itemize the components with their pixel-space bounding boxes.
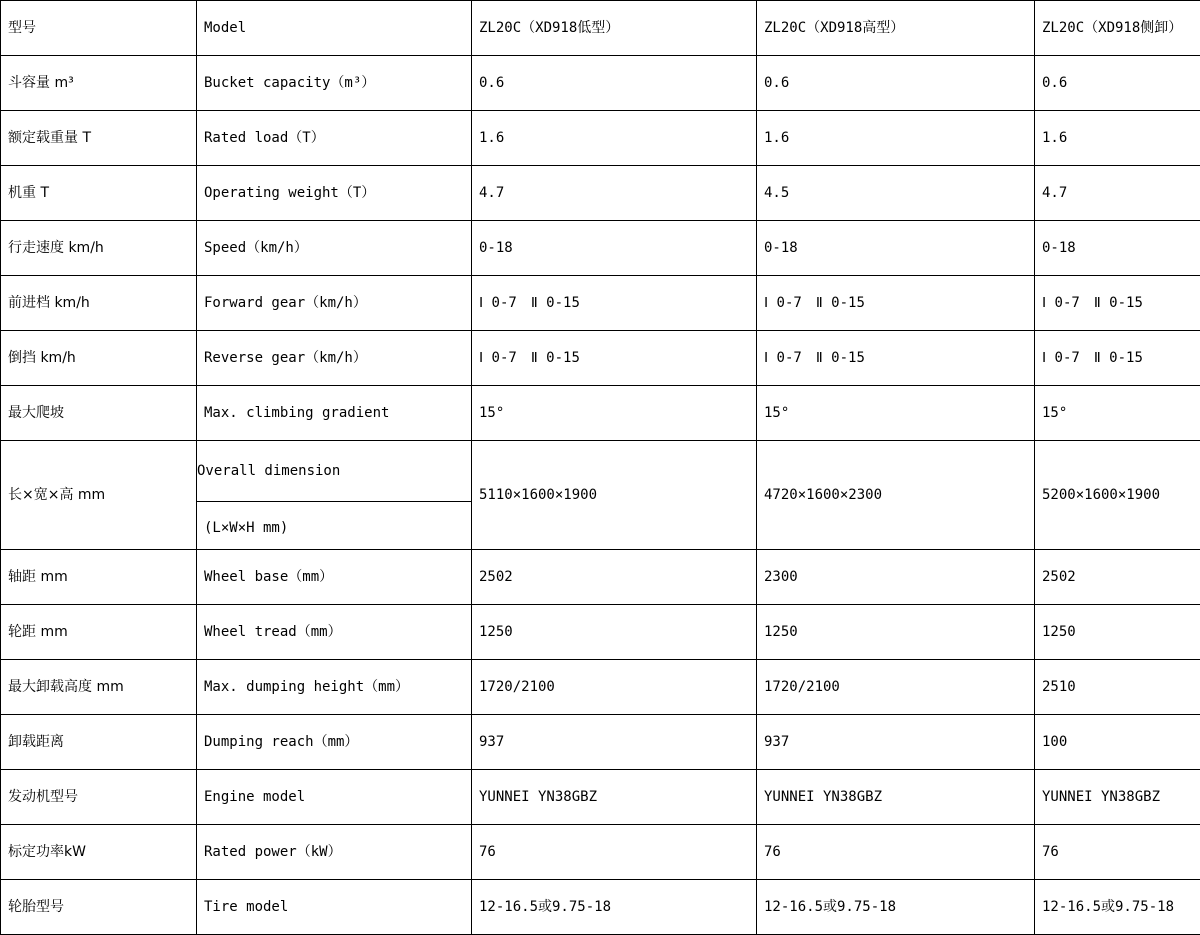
value-model-3: 1.6 <box>1035 111 1200 166</box>
value-model-2: 0-18 <box>757 221 1035 276</box>
overall-dimension-line-1: Overall dimension <box>197 447 472 502</box>
value-model-1: 5110×1600×1900 <box>472 441 757 550</box>
parameter-name-cn: 行走速度 km/h <box>1 221 197 276</box>
parameter-name-cn: 额定载重量 T <box>1 111 197 166</box>
value-model-1: 1250 <box>472 605 757 660</box>
value-model-2: ZL20C（XD918高型） <box>757 1 1035 56</box>
value-model-2: 12-16.5或9.75-18 <box>757 880 1035 935</box>
value-model-3: YUNNEI YN38GBZ <box>1035 770 1200 825</box>
value-model-1: 76 <box>472 825 757 880</box>
parameter-name-cn: 卸载距离 <box>1 715 197 770</box>
value-model-3: Ⅰ 0-7 Ⅱ 0-15 <box>1035 276 1200 331</box>
parameter-name-en: Max. climbing gradient <box>197 386 472 441</box>
value-model-3: 1250 <box>1035 605 1200 660</box>
overall-dimension-line-2: (L×W×H mm) <box>197 502 471 538</box>
parameter-name-en: Rated load（T） <box>197 111 472 166</box>
value-model-3: 0-18 <box>1035 221 1200 276</box>
table-row <box>1 276 1200 331</box>
parameter-name-cn: 标定功率kW <box>1 825 197 880</box>
value-model-3: 2502 <box>1035 550 1200 605</box>
value-model-2: Ⅰ 0-7 Ⅱ 0-15 <box>757 276 1035 331</box>
parameter-name-en: Rated power（kW） <box>197 825 472 880</box>
table-row <box>1 166 1200 221</box>
parameter-name-en: Dumping reach（mm） <box>197 715 472 770</box>
parameter-name-en: Tire model <box>197 880 472 935</box>
value-model-1: 12-16.5或9.75-18 <box>472 880 757 935</box>
parameter-name-cn: 前进档 km/h <box>1 276 197 331</box>
parameter-name-cn: 轮距 mm <box>1 605 197 660</box>
value-model-1: 1720/2100 <box>472 660 757 715</box>
value-model-3: 2510 <box>1035 660 1200 715</box>
value-model-3: 0.6 <box>1035 56 1200 111</box>
value-model-3: 4.7 <box>1035 166 1200 221</box>
table-row <box>1 1 1200 56</box>
parameter-name-en: Max. dumping height（mm） <box>197 660 472 715</box>
value-model-1: 1.6 <box>472 111 757 166</box>
value-model-1: 4.7 <box>472 166 757 221</box>
parameter-name-en <box>197 441 472 550</box>
value-model-2: 15° <box>757 386 1035 441</box>
value-model-2: 4720×1600×2300 <box>757 441 1035 550</box>
parameter-name-cn: 斗容量 m³ <box>1 56 197 111</box>
value-model-1: Ⅰ 0-7 Ⅱ 0-15 <box>472 276 757 331</box>
parameter-name-cn: 最大爬坡 <box>1 386 197 441</box>
parameter-name-en: Bucket capacity（m³） <box>197 56 472 111</box>
parameter-name-cn: 型号 <box>1 1 197 56</box>
value-model-2: 1250 <box>757 605 1035 660</box>
value-model-2: 0.6 <box>757 56 1035 111</box>
value-model-3: 15° <box>1035 386 1200 441</box>
table-row <box>1 111 1200 166</box>
value-model-3: 100 <box>1035 715 1200 770</box>
parameter-name-en: Speed（km/h） <box>197 221 472 276</box>
value-model-2: 1720/2100 <box>757 660 1035 715</box>
parameter-name-cn: 轴距 mm <box>1 550 197 605</box>
table-row <box>1 825 1200 880</box>
table-row <box>1 605 1200 660</box>
value-model-3: 76 <box>1035 825 1200 880</box>
table-row <box>1 715 1200 770</box>
parameter-name-en: Wheel tread（mm） <box>197 605 472 660</box>
value-model-1: 15° <box>472 386 757 441</box>
parameter-name-en: Model <box>197 1 472 56</box>
parameter-name-en: Wheel base（mm） <box>197 550 472 605</box>
table-row <box>1 331 1200 386</box>
parameter-name-en: Reverse gear（km/h） <box>197 331 472 386</box>
value-model-1: 2502 <box>472 550 757 605</box>
parameter-name-cn: 发动机型号 <box>1 770 197 825</box>
value-model-2: 2300 <box>757 550 1035 605</box>
table-row <box>1 550 1200 605</box>
value-model-3: Ⅰ 0-7 Ⅱ 0-15 <box>1035 331 1200 386</box>
table-row <box>1 660 1200 715</box>
parameter-name-en: Forward gear（km/h） <box>197 276 472 331</box>
value-model-2: 1.6 <box>757 111 1035 166</box>
value-model-1: ZL20C（XD918低型） <box>472 1 757 56</box>
value-model-3: 5200×1600×1900 <box>1035 441 1200 550</box>
value-model-1: Ⅰ 0-7 Ⅱ 0-15 <box>472 331 757 386</box>
value-model-2: 76 <box>757 825 1035 880</box>
parameter-name-cn: 轮胎型号 <box>1 880 197 935</box>
parameter-name-cn: 机重 T <box>1 166 197 221</box>
parameter-name-cn: 长×宽×高 mm <box>1 441 197 550</box>
value-model-1: 0-18 <box>472 221 757 276</box>
value-model-2: Ⅰ 0-7 Ⅱ 0-15 <box>757 331 1035 386</box>
value-model-1: YUNNEI YN38GBZ <box>472 770 757 825</box>
table-row <box>1 56 1200 111</box>
parameter-name-en: Engine model <box>197 770 472 825</box>
table-row <box>1 386 1200 441</box>
parameter-name-en: Operating weight（T） <box>197 166 472 221</box>
value-model-2: 937 <box>757 715 1035 770</box>
table-row <box>1 221 1200 276</box>
parameter-name-cn: 倒挡 km/h <box>1 331 197 386</box>
value-model-2: YUNNEI YN38GBZ <box>757 770 1035 825</box>
table-row <box>1 880 1200 935</box>
parameter-name-cn: 最大卸载高度 mm <box>1 660 197 715</box>
value-model-1: 937 <box>472 715 757 770</box>
value-model-3: 12-16.5或9.75-18 <box>1035 880 1200 935</box>
table-row <box>1 441 1200 550</box>
value-model-3: ZL20C（XD918侧卸） <box>1035 1 1200 56</box>
value-model-1: 0.6 <box>472 56 757 111</box>
value-model-2: 4.5 <box>757 166 1035 221</box>
overall-dimension-stack <box>197 453 471 537</box>
table-row <box>1 770 1200 825</box>
